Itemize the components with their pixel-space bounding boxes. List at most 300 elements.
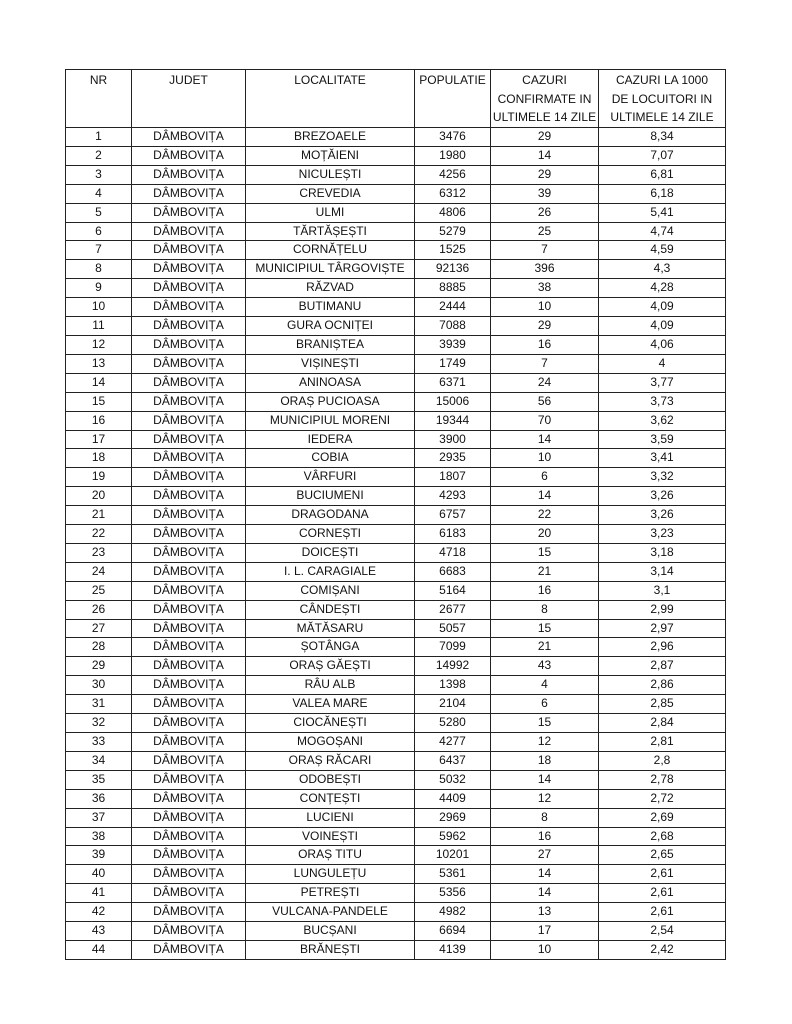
cell-cazuri-la-1000: 2,85 [599, 695, 726, 714]
cell-judet: DÂMBOVIȚA [132, 222, 246, 241]
cell-cazuri-confirmate: 4 [491, 676, 599, 695]
cell-cazuri-confirmate: 38 [491, 279, 599, 298]
cell-nr: 3 [66, 165, 132, 184]
cell-judet: DÂMBOVIȚA [132, 903, 246, 922]
cell-localitate: GURA OCNIȚEI [246, 317, 415, 336]
cell-localitate: BUCȘANI [246, 922, 415, 941]
cell-cazuri-confirmate: 20 [491, 525, 599, 544]
cell-judet: DÂMBOVIȚA [132, 317, 246, 336]
cell-populatie: 2969 [415, 808, 491, 827]
cell-populatie: 6371 [415, 373, 491, 392]
cell-localitate: LUNGULEȚU [246, 865, 415, 884]
cell-cazuri-confirmate: 16 [491, 335, 599, 354]
cell-populatie: 2444 [415, 298, 491, 317]
table-row [66, 562, 726, 581]
cell-cazuri-la-1000: 2,61 [599, 903, 726, 922]
cell-localitate: IEDERA [246, 430, 415, 449]
cell-localitate: COMIȘANI [246, 581, 415, 600]
cell-cazuri-la-1000: 2,87 [599, 657, 726, 676]
cell-cazuri-confirmate: 21 [491, 638, 599, 657]
cell-judet: DÂMBOVIȚA [132, 827, 246, 846]
header-line: ULTIMELE 14 ZILE [610, 110, 714, 124]
cell-localitate: CONȚEȘTI [246, 789, 415, 808]
cell-localitate: VULCANA-PANDELE [246, 903, 415, 922]
cell-cazuri-confirmate: 12 [491, 789, 599, 808]
cell-cazuri-la-1000: 2,81 [599, 733, 726, 752]
cell-nr: 2 [66, 146, 132, 165]
cell-cazuri-la-1000: 2,99 [599, 600, 726, 619]
cell-cazuri-confirmate: 6 [491, 695, 599, 714]
table-row [66, 789, 726, 808]
cell-judet: DÂMBOVIȚA [132, 638, 246, 657]
cell-localitate: PETREȘTI [246, 884, 415, 903]
cell-populatie: 1398 [415, 676, 491, 695]
cell-populatie: 6694 [415, 922, 491, 941]
cell-populatie: 5032 [415, 770, 491, 789]
cell-cazuri-confirmate: 10 [491, 449, 599, 468]
cell-judet: DÂMBOVIȚA [132, 770, 246, 789]
table-row [66, 128, 726, 147]
cell-nr: 44 [66, 940, 132, 959]
cell-localitate: NICULEȘTI [246, 165, 415, 184]
cell-localitate: ULMI [246, 203, 415, 222]
cell-localitate: DRAGODANA [246, 506, 415, 525]
cell-cazuri-confirmate: 15 [491, 714, 599, 733]
cell-cazuri-confirmate: 29 [491, 128, 599, 147]
cell-populatie: 6183 [415, 525, 491, 544]
cell-cazuri-la-1000: 4,3 [599, 260, 726, 279]
cell-populatie: 1807 [415, 468, 491, 487]
cell-nr: 16 [66, 411, 132, 430]
cell-cazuri-la-1000: 4,09 [599, 298, 726, 317]
cell-populatie: 4277 [415, 733, 491, 752]
cell-localitate: CÂNDEȘTI [246, 600, 415, 619]
cell-cazuri-confirmate: 8 [491, 808, 599, 827]
cell-judet: DÂMBOVIȚA [132, 751, 246, 770]
cell-nr: 12 [66, 335, 132, 354]
cell-judet: DÂMBOVIȚA [132, 146, 246, 165]
cell-cazuri-la-1000: 2,61 [599, 865, 726, 884]
cell-judet: DÂMBOVIȚA [132, 184, 246, 203]
cell-judet: DÂMBOVIȚA [132, 543, 246, 562]
table-row [66, 449, 726, 468]
table-row [66, 392, 726, 411]
header-populatie [415, 70, 491, 128]
cell-cazuri-confirmate: 14 [491, 865, 599, 884]
cell-populatie: 5057 [415, 619, 491, 638]
cell-judet: DÂMBOVIȚA [132, 354, 246, 373]
cell-cazuri-la-1000: 3,77 [599, 373, 726, 392]
table-row [66, 298, 726, 317]
cell-judet: DÂMBOVIȚA [132, 373, 246, 392]
cell-localitate: MUNICIPIUL MORENI [246, 411, 415, 430]
header-line: CAZURI [522, 73, 567, 87]
cell-judet: DÂMBOVIȚA [132, 562, 246, 581]
table-row [66, 203, 726, 222]
cell-cazuri-la-1000: 3,23 [599, 525, 726, 544]
cell-nr: 42 [66, 903, 132, 922]
cell-populatie: 2677 [415, 600, 491, 619]
cell-nr: 13 [66, 354, 132, 373]
header-line: ULTIMELE 14 ZILE [492, 110, 597, 124]
cell-cazuri-confirmate: 15 [491, 543, 599, 562]
cell-judet: DÂMBOVIȚA [132, 165, 246, 184]
cell-cazuri-confirmate: 16 [491, 827, 599, 846]
cell-cazuri-confirmate: 7 [491, 354, 599, 373]
cell-cazuri-la-1000: 3,14 [599, 562, 726, 581]
cell-cazuri-la-1000: 6,18 [599, 184, 726, 203]
cell-cazuri-la-1000: 3,26 [599, 506, 726, 525]
cell-judet: DÂMBOVIȚA [132, 260, 246, 279]
table-row [66, 146, 726, 165]
header-line: JUDET [169, 73, 208, 87]
cell-localitate: TĂRTĂȘEȘTI [246, 222, 415, 241]
cell-cazuri-confirmate: 39 [491, 184, 599, 203]
cell-judet: DÂMBOVIȚA [132, 884, 246, 903]
cell-nr: 26 [66, 600, 132, 619]
table-row [66, 733, 726, 752]
table-row [66, 808, 726, 827]
table-row [66, 903, 726, 922]
cell-populatie: 4806 [415, 203, 491, 222]
table-row [66, 222, 726, 241]
cell-judet: DÂMBOVIȚA [132, 922, 246, 941]
cell-populatie: 14992 [415, 657, 491, 676]
cell-nr: 23 [66, 543, 132, 562]
cell-localitate: LUCIENI [246, 808, 415, 827]
cell-populatie: 3939 [415, 335, 491, 354]
cell-judet: DÂMBOVIȚA [132, 487, 246, 506]
cell-localitate: BREZOAELE [246, 128, 415, 147]
table-row [66, 525, 726, 544]
table-row [66, 373, 726, 392]
cell-cazuri-la-1000: 3,59 [599, 430, 726, 449]
cell-cazuri-la-1000: 3,18 [599, 543, 726, 562]
cell-cazuri-confirmate: 8 [491, 600, 599, 619]
cell-judet: DÂMBOVIȚA [132, 525, 246, 544]
cell-populatie: 4139 [415, 940, 491, 959]
cell-populatie: 92136 [415, 260, 491, 279]
cell-populatie: 4256 [415, 165, 491, 184]
cell-cazuri-la-1000: 3,1 [599, 581, 726, 600]
cell-nr: 35 [66, 770, 132, 789]
cell-populatie: 6757 [415, 506, 491, 525]
cell-nr: 29 [66, 657, 132, 676]
cell-populatie: 8885 [415, 279, 491, 298]
cell-judet: DÂMBOVIȚA [132, 506, 246, 525]
cell-nr: 18 [66, 449, 132, 468]
table-row [66, 884, 726, 903]
cell-judet: DÂMBOVIȚA [132, 789, 246, 808]
cell-nr: 32 [66, 714, 132, 733]
cell-populatie: 2935 [415, 449, 491, 468]
cell-cazuri-la-1000: 4,06 [599, 335, 726, 354]
cell-localitate: MUNICIPIUL TÂRGOVIȘTE [246, 260, 415, 279]
cell-cazuri-confirmate: 22 [491, 506, 599, 525]
table-row [66, 676, 726, 695]
cell-localitate: DOICEȘTI [246, 543, 415, 562]
cell-localitate: MOGOȘANI [246, 733, 415, 752]
cell-nr: 10 [66, 298, 132, 317]
cell-localitate: VÂRFURI [246, 468, 415, 487]
cell-localitate: COBIA [246, 449, 415, 468]
cell-nr: 39 [66, 846, 132, 865]
header-line: LOCALITATE [294, 73, 366, 87]
cell-cazuri-confirmate: 14 [491, 430, 599, 449]
cell-nr: 11 [66, 317, 132, 336]
header-line: NR [89, 73, 108, 87]
cell-cazuri-confirmate: 43 [491, 657, 599, 676]
cell-nr: 36 [66, 789, 132, 808]
cell-localitate: VOINEȘTI [246, 827, 415, 846]
cell-cazuri-confirmate: 14 [491, 770, 599, 789]
header-cazuri-la-1000 [599, 70, 726, 128]
cell-nr: 33 [66, 733, 132, 752]
table-row [66, 487, 726, 506]
cell-populatie: 3900 [415, 430, 491, 449]
cell-cazuri-la-1000: 2,65 [599, 846, 726, 865]
cell-cazuri-la-1000: 2,84 [599, 714, 726, 733]
cell-nr: 4 [66, 184, 132, 203]
header-line: POPULATIE [419, 73, 486, 87]
cell-cazuri-la-1000: 3,62 [599, 411, 726, 430]
cell-nr: 9 [66, 279, 132, 298]
cell-cazuri-la-1000: 4,59 [599, 241, 726, 260]
table-row [66, 317, 726, 336]
header-cazuri-confirmate [491, 70, 599, 128]
cell-localitate: ANINOASA [246, 373, 415, 392]
table-row [66, 922, 726, 941]
cell-nr: 14 [66, 373, 132, 392]
cell-cazuri-la-1000: 2,72 [599, 789, 726, 808]
cell-populatie: 6312 [415, 184, 491, 203]
cell-judet: DÂMBOVIȚA [132, 808, 246, 827]
cell-cazuri-la-1000: 2,42 [599, 940, 726, 959]
cell-judet: DÂMBOVIȚA [132, 581, 246, 600]
cell-populatie: 10201 [415, 846, 491, 865]
cell-nr: 34 [66, 751, 132, 770]
cell-judet: DÂMBOVIȚA [132, 676, 246, 695]
cell-nr: 5 [66, 203, 132, 222]
cell-localitate: VIȘINEȘTI [246, 354, 415, 373]
cell-cazuri-la-1000: 2,68 [599, 827, 726, 846]
cell-nr: 6 [66, 222, 132, 241]
table-row [66, 260, 726, 279]
header-row [66, 70, 726, 128]
cell-cazuri-la-1000: 3,41 [599, 449, 726, 468]
cell-cazuri-confirmate: 14 [491, 146, 599, 165]
cell-cazuri-confirmate: 396 [491, 260, 599, 279]
cell-cazuri-la-1000: 2,69 [599, 808, 726, 827]
cell-localitate: ORAȘ GĂEȘTI [246, 657, 415, 676]
table-row [66, 354, 726, 373]
table-row [66, 581, 726, 600]
cell-populatie: 7088 [415, 317, 491, 336]
cell-cazuri-confirmate: 70 [491, 411, 599, 430]
table-row [66, 543, 726, 562]
table-row [66, 695, 726, 714]
table-row [66, 279, 726, 298]
cell-judet: DÂMBOVIȚA [132, 298, 246, 317]
cell-cazuri-la-1000: 2,97 [599, 619, 726, 638]
cell-judet: DÂMBOVIȚA [132, 411, 246, 430]
table-row [66, 846, 726, 865]
cell-cazuri-la-1000: 7,07 [599, 146, 726, 165]
cell-localitate: BRĂNEȘTI [246, 940, 415, 959]
cell-localitate: ORAȘ RĂCARI [246, 751, 415, 770]
cell-nr: 31 [66, 695, 132, 714]
cell-nr: 1 [66, 128, 132, 147]
cell-populatie: 4293 [415, 487, 491, 506]
cell-populatie: 5164 [415, 581, 491, 600]
cell-localitate: CORNEȘTI [246, 525, 415, 544]
cell-localitate: BUTIMANU [246, 298, 415, 317]
cell-localitate: VALEA MARE [246, 695, 415, 714]
cell-nr: 38 [66, 827, 132, 846]
table-row [66, 619, 726, 638]
cell-localitate: ȘOTÂNGA [246, 638, 415, 657]
cell-localitate: ORAȘ TITU [246, 846, 415, 865]
table-row [66, 827, 726, 846]
table-row [66, 657, 726, 676]
table-row [66, 411, 726, 430]
cell-nr: 7 [66, 241, 132, 260]
cell-populatie: 1525 [415, 241, 491, 260]
cell-localitate: RĂZVAD [246, 279, 415, 298]
cell-judet: DÂMBOVIȚA [132, 203, 246, 222]
cell-cazuri-confirmate: 21 [491, 562, 599, 581]
cell-judet: DÂMBOVIȚA [132, 714, 246, 733]
cell-cazuri-la-1000: 2,54 [599, 922, 726, 941]
cell-judet: DÂMBOVIȚA [132, 279, 246, 298]
cell-judet: DÂMBOVIȚA [132, 940, 246, 959]
cell-cazuri-confirmate: 24 [491, 373, 599, 392]
cell-cazuri-la-1000: 5,41 [599, 203, 726, 222]
cell-populatie: 4982 [415, 903, 491, 922]
cell-localitate: RÂU ALB [246, 676, 415, 695]
cell-judet: DÂMBOVIȚA [132, 430, 246, 449]
cell-cazuri-la-1000: 2,86 [599, 676, 726, 695]
cell-populatie: 3476 [415, 128, 491, 147]
cell-nr: 22 [66, 525, 132, 544]
table-row [66, 940, 726, 959]
cell-cazuri-confirmate: 26 [491, 203, 599, 222]
cell-cazuri-confirmate: 10 [491, 298, 599, 317]
cell-populatie: 1749 [415, 354, 491, 373]
table-row [66, 184, 726, 203]
cell-judet: DÂMBOVIȚA [132, 657, 246, 676]
cell-populatie: 15006 [415, 392, 491, 411]
cell-localitate: I. L. CARAGIALE [246, 562, 415, 581]
cell-populatie: 5279 [415, 222, 491, 241]
cell-nr: 24 [66, 562, 132, 581]
header-line: CAZURI LA 1000 [615, 73, 709, 87]
cell-nr: 28 [66, 638, 132, 657]
cell-localitate: ORAȘ PUCIOASA [246, 392, 415, 411]
table-row [66, 600, 726, 619]
cell-cazuri-confirmate: 56 [491, 392, 599, 411]
cell-cazuri-la-1000: 4,09 [599, 317, 726, 336]
cell-nr: 30 [66, 676, 132, 695]
table-row [66, 638, 726, 657]
cell-cazuri-confirmate: 18 [491, 751, 599, 770]
cell-cazuri-la-1000: 6,81 [599, 165, 726, 184]
cell-judet: DÂMBOVIȚA [132, 865, 246, 884]
cell-populatie: 5356 [415, 884, 491, 903]
table-row [66, 468, 726, 487]
cell-nr: 27 [66, 619, 132, 638]
cell-cazuri-confirmate: 29 [491, 317, 599, 336]
cell-populatie: 7099 [415, 638, 491, 657]
cell-cazuri-confirmate: 12 [491, 733, 599, 752]
cell-cazuri-confirmate: 7 [491, 241, 599, 260]
cell-localitate: BRANIȘTEA [246, 335, 415, 354]
header-localitate [246, 70, 415, 128]
cell-nr: 15 [66, 392, 132, 411]
cell-cazuri-la-1000: 4,28 [599, 279, 726, 298]
cell-populatie: 5361 [415, 865, 491, 884]
cell-cazuri-la-1000: 2,8 [599, 751, 726, 770]
cell-populatie: 19344 [415, 411, 491, 430]
cell-nr: 41 [66, 884, 132, 903]
cell-localitate: BUCIUMENI [246, 487, 415, 506]
table-row [66, 770, 726, 789]
cell-populatie: 2104 [415, 695, 491, 714]
table-row [66, 865, 726, 884]
cell-populatie: 4409 [415, 789, 491, 808]
cell-cazuri-confirmate: 14 [491, 487, 599, 506]
table-row [66, 430, 726, 449]
cell-localitate: CREVEDIA [246, 184, 415, 203]
cell-nr: 37 [66, 808, 132, 827]
cell-cazuri-la-1000: 2,96 [599, 638, 726, 657]
cell-populatie: 4718 [415, 543, 491, 562]
cell-cazuri-la-1000: 2,78 [599, 770, 726, 789]
cell-cazuri-confirmate: 25 [491, 222, 599, 241]
cell-judet: DÂMBOVIȚA [132, 600, 246, 619]
cell-cazuri-confirmate: 16 [491, 581, 599, 600]
cell-cazuri-la-1000: 3,26 [599, 487, 726, 506]
cell-populatie: 1980 [415, 146, 491, 165]
cell-judet: DÂMBOVIȚA [132, 335, 246, 354]
cell-nr: 8 [66, 260, 132, 279]
cell-cazuri-la-1000: 3,32 [599, 468, 726, 487]
cell-judet: DÂMBOVIȚA [132, 449, 246, 468]
cell-localitate: CIOCĂNEȘTI [246, 714, 415, 733]
table-row [66, 506, 726, 525]
cell-populatie: 5962 [415, 827, 491, 846]
cell-nr: 43 [66, 922, 132, 941]
cell-cazuri-confirmate: 29 [491, 165, 599, 184]
cell-cazuri-la-1000: 2,61 [599, 884, 726, 903]
cell-cazuri-la-1000: 4,74 [599, 222, 726, 241]
cell-judet: DÂMBOVIȚA [132, 733, 246, 752]
cell-cazuri-confirmate: 13 [491, 903, 599, 922]
cell-cazuri-confirmate: 14 [491, 884, 599, 903]
cell-localitate: MOȚĂIENI [246, 146, 415, 165]
header-nr [66, 70, 132, 128]
cell-nr: 20 [66, 487, 132, 506]
header-line: CONFIRMATE IN [497, 91, 592, 106]
cell-judet: DÂMBOVIȚA [132, 392, 246, 411]
cell-cazuri-confirmate: 15 [491, 619, 599, 638]
table-row [66, 751, 726, 770]
cell-cazuri-la-1000: 3,73 [599, 392, 726, 411]
cell-localitate: MĂTĂSARU [246, 619, 415, 638]
cell-cazuri-confirmate: 27 [491, 846, 599, 865]
cell-judet: DÂMBOVIȚA [132, 619, 246, 638]
cell-nr: 25 [66, 581, 132, 600]
